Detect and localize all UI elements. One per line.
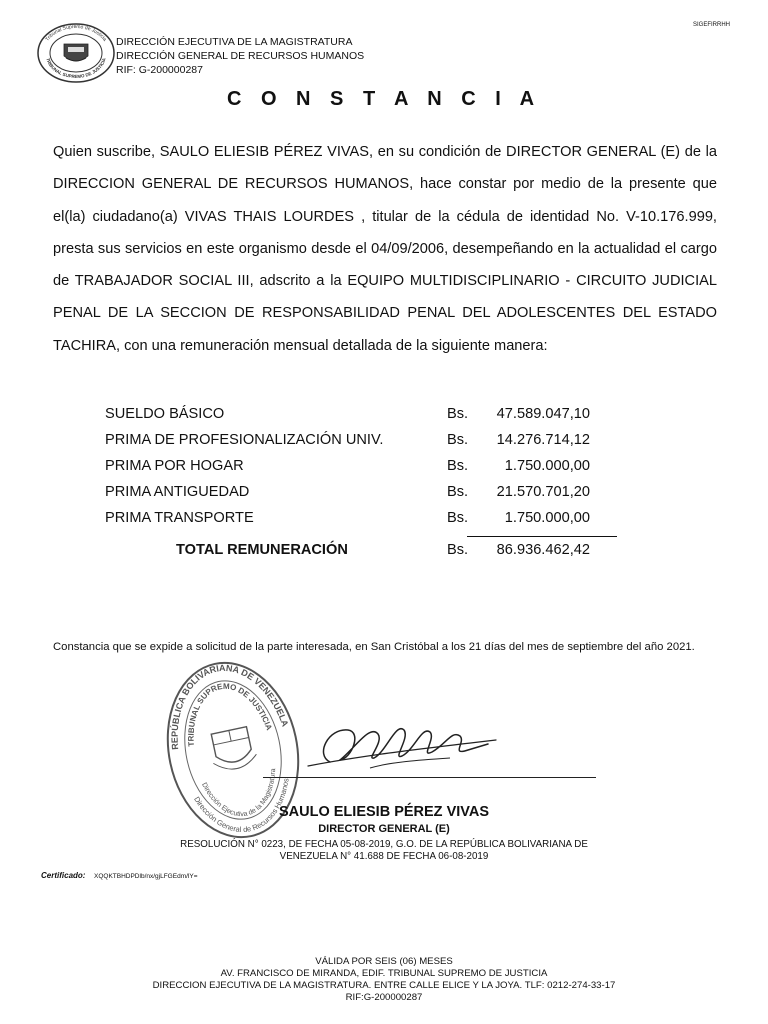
stamp-lower-text-2: Dirección Ejecutiva de la Magistratura xyxy=(200,768,278,819)
logo-ring-bottom: TRIBUNAL SUPREMO DE JUSTICIA xyxy=(45,57,107,80)
footer-validity: VÁLIDA POR SEIS (06) MESES xyxy=(315,956,453,967)
certificate-code: XQQKTBHDPDlb/nx/gjLFGEdm/lY= xyxy=(94,873,198,880)
salary-row xyxy=(105,432,625,458)
salary-currency: Bs. xyxy=(447,484,469,500)
salary-label: PRIMA DE PROFESIONALIZACIÓN UNIV. xyxy=(105,432,384,448)
salary-amount: 47.589.047,10 xyxy=(496,406,590,422)
salary-row xyxy=(105,458,625,484)
document-code: SIGEFIRRHH xyxy=(692,22,730,28)
resolution-line-1: RESOLUCIÓN N° 0223, DE FECHA 05-08-2019, G.O. DE LA REPÚBLICA BOLIVARIANA DE xyxy=(180,839,588,850)
salary-currency: Bs. xyxy=(447,510,469,526)
signature-line xyxy=(263,777,596,778)
body-paragraph: Quien suscribe, SAULO ELIESIB PÉREZ VIVAS, en su condición de DIRECTOR GENERAL (E) de la DIRECCION GENERAL DE RECURSOS HUMANOS, hace constar por medio de la presente que el(la) ciudadano(a) VIVAS THAIS LOURDES , titular de la cédula de identidad No. V-10.176.999, presta sus servicios en este organismo desde el 04/09/2006, desempeñando en la actualidad el cargo de TRABAJADOR SOCIAL III, adscrito a la EQUIPO MULTIDISCIPLINARIO - CIRCUITO JUDICIAL PENAL DE LA SECCION DE RESPONSABILIDAD PENAL DEL ADOLESCENTES DEL ESTADO TACHIRA, con una remuneración mensual detallada de la siguiente manera: xyxy=(53,144,717,354)
salary-row xyxy=(105,484,625,510)
certificate-label: Certificado: xyxy=(41,871,86,880)
salary-amount: 14.276.714,12 xyxy=(496,432,590,448)
document-title: C O N S T A N C I A xyxy=(226,88,542,110)
salary-currency: Bs. xyxy=(447,458,469,474)
salary-label: PRIMA ANTIGUEDAD xyxy=(105,484,250,500)
closing-paragraph: Constancia que se expide a solicitud de la parte interesada, en San Cristóbal a los 21 días del mes de septiembre del año 2021. xyxy=(53,641,695,653)
resolution-line-2: VENEZUELA N° 41.688 DE FECHA 06-08-2019 xyxy=(279,851,489,862)
salary-amount: 1.750.000,00 xyxy=(504,510,590,526)
salary-currency: Bs. xyxy=(447,432,469,448)
stamp-inner-text: TRIBUNAL SUPREMO DE JUSTICIA xyxy=(186,681,274,747)
footer-address: AV. FRANCISCO DE MIRANDA, EDIF. TRIBUNAL SUPREMO DE JUSTICIA xyxy=(220,968,548,979)
total-amount: 86.936.462,42 xyxy=(496,542,590,558)
handwritten-signature xyxy=(300,700,500,780)
stamp-lower-text: Dirección General de Recursos Humanos xyxy=(192,777,291,835)
total-label: TOTAL REMUNERACIÓN xyxy=(176,542,348,558)
stamp-outer-text: REPÚBLICA BOLIVARIANA DE VENEZUELA xyxy=(169,662,291,751)
salary-label: PRIMA TRANSPORTE xyxy=(105,510,254,526)
salary-amount: 21.570.701,20 xyxy=(496,484,590,500)
salary-currency: Bs. xyxy=(447,406,469,422)
total-divider xyxy=(467,536,617,537)
svg-text:Tribunal Supremo de Justicia xyxy=(45,24,108,43)
org-line-1: DIRECCIÓN EJECUTIVA DE LA MAGISTRATURA xyxy=(116,36,353,48)
footer-contact: DIRECCION EJECUTIVA DE LA MAGISTRATURA. ENTRE CALLE ELICE Y LA JOYA. TLF: 0212-274-33-17 xyxy=(152,980,616,991)
org-line-2: DIRECCIÓN GENERAL DE RECURSOS HUMANOS xyxy=(116,50,365,62)
org-rif: RIF: G-200000287 xyxy=(116,64,203,76)
logo-ring-top: Tribunal Supremo de Justicia xyxy=(44,23,108,43)
svg-text:REPÚBLICA BOLIVARIANA DE VENEZ xyxy=(163,655,291,752)
salary-label: SUELDO BÁSICO xyxy=(105,406,225,422)
signatory-position: DIRECTOR GENERAL (E) xyxy=(318,823,450,835)
total-currency: Bs. xyxy=(447,542,469,558)
total-row xyxy=(105,542,625,568)
salary-row xyxy=(105,406,625,432)
salary-label: PRIMA POR HOGAR xyxy=(105,458,244,474)
signatory-name: SAULO ELIESIB PÉREZ VIVAS xyxy=(278,804,490,820)
tsj-logo xyxy=(36,22,116,84)
salary-amount: 1.750.000,00 xyxy=(504,458,590,474)
footer-rif: RIF:G-200000287 xyxy=(345,992,423,1003)
salary-row xyxy=(105,510,625,536)
